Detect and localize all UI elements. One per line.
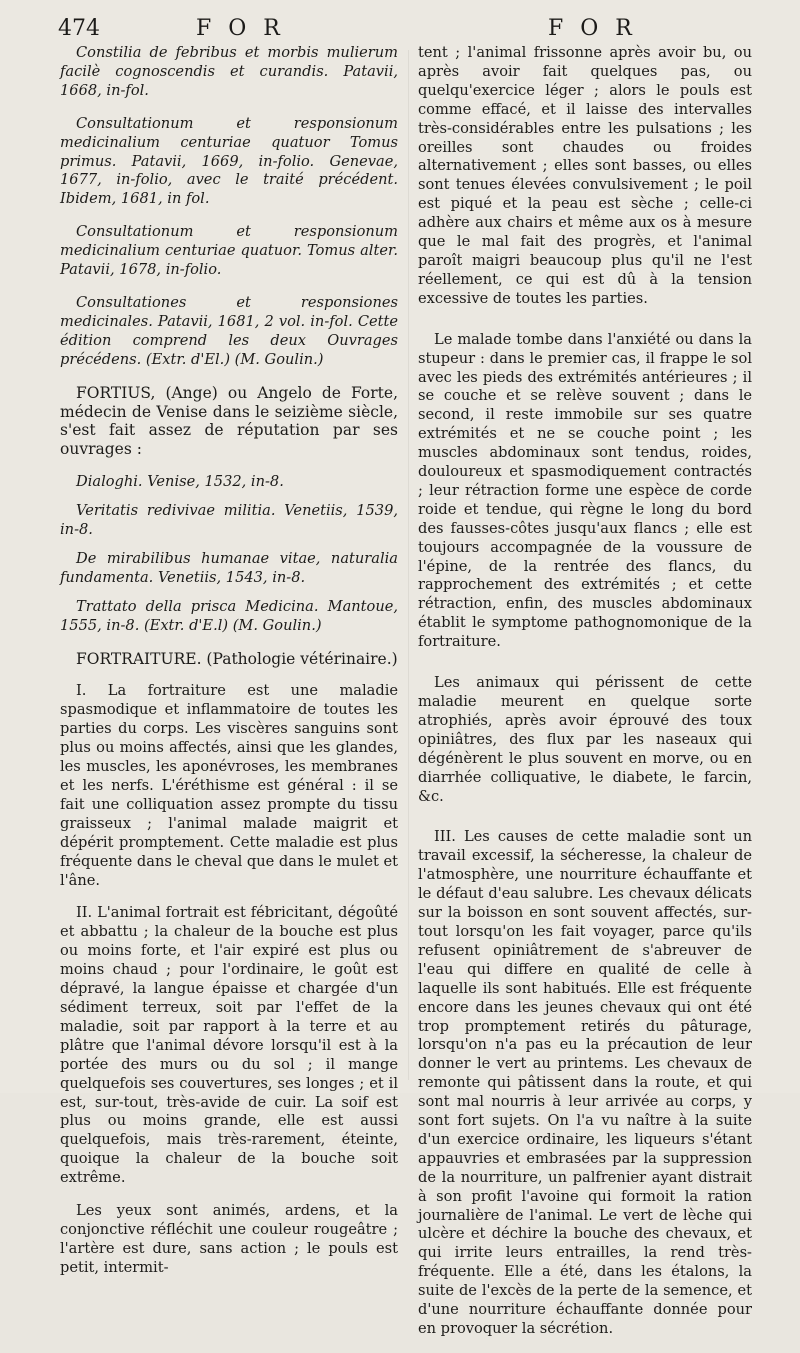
column-divider xyxy=(408,50,409,1080)
page-number: 474 xyxy=(58,16,100,41)
paragraph: I. La fortraiture est une maladie spasmodique et inflammatoire de toutes les parties du corps. Les viscères sanguins sont plus ou moins affectés, ainsi que les glandes, les muscles, les aponévroses, les membranes et les nerfs. L'éréthisme est général : il se fait une colliquation assez prompte du tissu graisseux ; l'animal malade maigrit et dépérit promptement. Cette maladie est plus fréquente dans le cheval que dans le mulet et l'âne. xyxy=(60,682,398,889)
bibliography-entry: Dialoghi. Venise, 1532, in-8. xyxy=(76,473,284,491)
bibliography-entry: Consultationes et responsiones medicinales. Patavii, 1681, 2 vol. in-fol. Cette édition comprend les deux Ouvrages précédens. (Extr. d'El.) (M. Goulin.) xyxy=(60,293,398,368)
paragraph: Le malade tombe dans l'anxiété ou dans la stupeur : dans le premier cas, il frappe le sol avec les pieds des extrémités antérieures ; il se couche et se relève souvent ; dans le second, il reste immobile sur ses quatre extrémités et ne se couche point ; les muscles abdominaux sont tendus, roides, douloureux et spasmodiquement contractés ; leur rétraction forme une espèce de corde roide et tendue, qui règne le long du bord des fausses-côtes jusqu'aux flancs ; elle est toujours accompagnée de la voussure de l'épine, de la rentrée des flancs, du rapprochement des extrémités ; et cette rétraction, enfin, des muscles abdominaux établit le symptome pathognomonique de la fortraiture. xyxy=(418,330,752,651)
running-head-left: F O R xyxy=(196,16,285,41)
bibliography-entry: Trattato della prisca Medicina. Mantoue, 1555, in-8. (Extr. d'E.l) (M. Goulin.) xyxy=(60,597,398,634)
bibliography-entry: De mirabilibus humanae vitae, naturalia fundamenta. Venetiis, 1543, in-8. xyxy=(60,549,398,586)
bibliography-entry: Veritatis redivivae militia. Venetiis, 1539, in-8. xyxy=(60,502,398,539)
bibliography-entry: Consultationum et responsionum medicinalium centuriae quatuor Tomus primus. Patavii, 1669, in-folio. Genevae, 1677, in-folio, avec le traité précédent. Ibidem, 1681, in fol. xyxy=(60,114,398,208)
paragraph: Les animaux qui périssent de cette maladie meurent en quelque sorte atrophiés, après avoir éprouvé des toux opiniâtres, des flux par les naseaux qui dégénèrent le plus souvent en morve, ou en diarrhée colliquative, le diabete, le farcin, &c. xyxy=(418,674,752,805)
article-heading: FORTRAITURE. (Pathologie vétérinaire.) xyxy=(76,649,398,668)
paragraph: Les yeux sont animés, ardens, et la conjonctive réfléchit une couleur rougeâtre ; l'artère est dure, sans action ; le pouls est petit, intermit- xyxy=(60,1202,398,1276)
page-header xyxy=(0,14,800,44)
biography-entry: FORTIUS, (Ange) ou Angelo de Forte, médecin de Venise dans le seizième siècle, s'est fait assez de réputation par ses ouvrages : xyxy=(60,383,398,459)
running-head-right: F O R xyxy=(548,16,637,41)
paragraph: II. L'animal fortrait est fébricitant, dégoûté et abbattu ; la chaleur de la bouche est plus ou moins forte, et l'air expiré est plus ou moins chaud ; pour l'ordinaire, le goût est dépravé, la langue épaisse et chargée d'un sédiment terreux, soit par l'effet de la maladie, soit par rapport à la terre et au plâtre que l'animal dévore lorsqu'il est à la portée des murs ou du sol ; il mange quelquefois ses couvertures, ses longes ; et il est, sur-tout, très-avide de cuir. La soif est plus ou moins grande, elle est aussi quelquefois, mais très-rarement, éteinte, quoique la chaleur de la bouche soit extrême. xyxy=(60,904,398,1187)
left-column xyxy=(60,44,398,1292)
bibliography-entry: Consultationum et responsionum medicinalium centuriae quatuor. Tomus alter. Patavii, 1678, in-folio. xyxy=(60,223,398,279)
bibliography-entry: Constilia de febribus et morbis mulierum facilè cognoscendis et curandis. Patavii, 1668, in-fol. xyxy=(60,44,398,99)
right-column xyxy=(418,44,752,1353)
paragraph: III. Les causes de cette maladie sont un travail excessif, la sécheresse, la chaleur de l'atmosphère, une nourriture échauffante et le défaut d'eau salubre. Les chevaux délicats sur la boisson en sont souvent affectés, sur-tout lorsqu'on les fait voyager, parce qu'ils refusent opiniâtrement de s'abreuver de l'eau qui differe en qualité de celle à laquelle ils sont habitués. Elle est fréquente encore dans les jeunes chevaux qui ont été trop promptement retirés du pâturage, lorsqu'on n'a pas eu la précaution de leur donner le vert au printems. Les chevaux de remonte qui pâtissent dans la route, et qui sont mal nourris à leur arrivée au corps, y sont fort sujets. On l'a vu naître à la suite d'un exercice ordinaire, les liqueurs s'étant appauvries et embrasées par la suppression de la nourriture, un palfrenier ayant distrait à son profit l'avoine qui formoit la ration journalière de l'animal. Le vert de lèche qui ulcère et déchire la bouche des chevaux, et qui irrite leurs entrailles, la rend très-fréquente. Elle a été, dans les étalons, la suite de l'excès de la perte de la semence, et d'une nourriture échauffante donnée pour en provoquer la sécrétion. xyxy=(418,828,752,1337)
paragraph: tent ; l'animal frissonne après avoir bu, ou après avoir fait quelques pas, ou quelqu'exercice léger ; alors le pouls est comme effacé, et il laisse des intervalles très-considérables entre les pulsations ; les oreilles sont chaudes ou froides alternativement ; elles sont basses, ou elles sont tenues élevées convulsivement ; le poil est piqué et la peau est sèche ; celle-ci adhère aux chairs et même aux os à mesure que le mal fait des progrès, et l'animal paroît maigri beaucoup plus qu'il ne l'est réellement, ce qui est dû à la tension excessive de toutes les parties. xyxy=(418,44,752,307)
